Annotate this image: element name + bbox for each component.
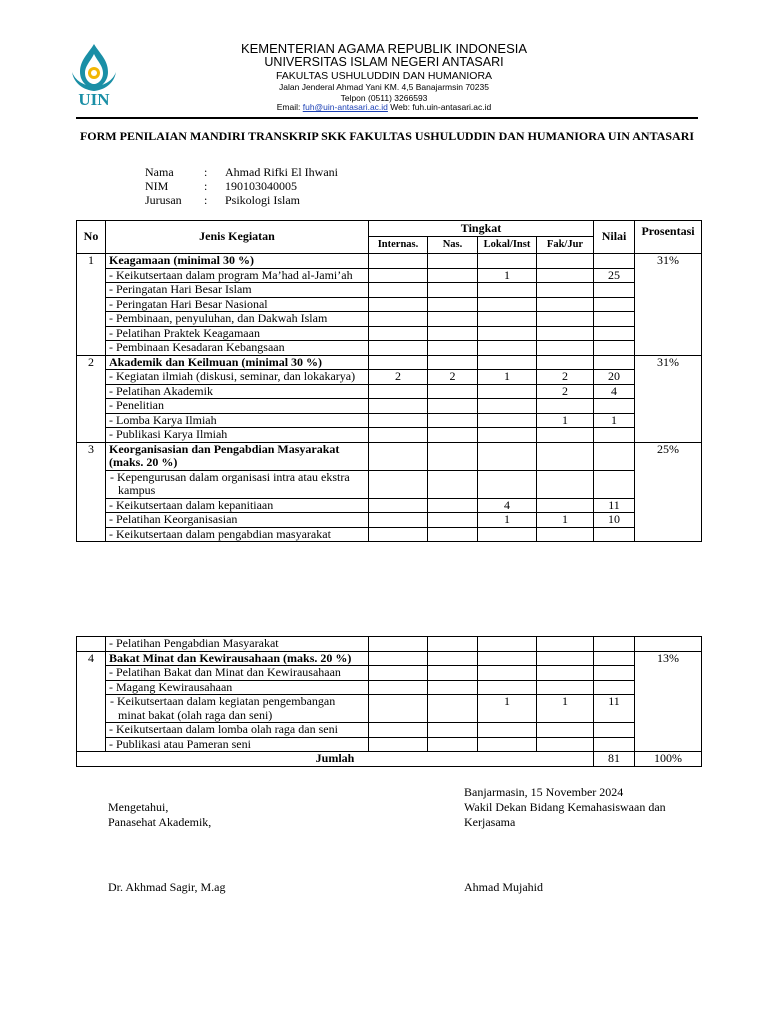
cell-lokal: 1 — [478, 268, 537, 283]
cell-nas — [428, 399, 478, 414]
cell-fak — [537, 498, 594, 513]
cell-internas — [369, 695, 428, 723]
left-signer-name: Dr. Akhmad Sagir, M.ag — [108, 880, 226, 894]
item-label: - Lomba Karya Ilmiah — [106, 413, 369, 428]
cell-internas — [369, 297, 428, 312]
item-label: - Keikutsertaan dalam kepanitiaan — [106, 498, 369, 513]
cell-fak: 1 — [537, 413, 594, 428]
right-signer-title: Wakil Dekan Bidang Kemahasiswaan dan — [464, 800, 666, 814]
table-row — [77, 680, 702, 695]
table-row — [77, 470, 702, 498]
cell-nilai — [594, 428, 635, 443]
item-label: - Keikutsertaan dalam kegiatan pengembangan minat bakat (olah raga dan seni) — [106, 695, 369, 723]
table-row — [77, 527, 702, 542]
table-row — [77, 283, 702, 298]
cell-lokal — [478, 384, 537, 399]
cell-internas — [369, 470, 428, 498]
cell-fak — [537, 680, 594, 695]
header-nilai: Nilai — [594, 221, 635, 254]
place-date: Banjarmasin, 15 November 2024 — [464, 785, 624, 799]
cell-nas — [428, 326, 478, 341]
section-row — [77, 651, 702, 666]
cell-lokal: 4 — [478, 498, 537, 513]
item-label: - Pembinaan Kesadaran Kebangsaan — [106, 341, 369, 356]
cell-nilai: 10 — [594, 513, 635, 528]
cell-internas — [369, 413, 428, 428]
header-rule — [76, 117, 698, 119]
cell-lokal — [478, 326, 537, 341]
item-label: - Keikutsertaan dalam program Ma’had al-Jami’ah — [106, 268, 369, 283]
cell-lokal — [478, 637, 537, 652]
faculty-address: Jalan Jenderal Ahmad Yani KM. 4,5 Banajarmsin 70235 — [279, 82, 489, 92]
cell-fak — [537, 341, 594, 356]
cell-nas — [428, 413, 478, 428]
header-lokal: Lokal/Inst — [478, 237, 537, 254]
identity-label: NIM — [145, 179, 169, 193]
table-row — [77, 695, 702, 723]
cell-nas — [428, 498, 478, 513]
cell-lokal — [478, 341, 537, 356]
cell-internas — [369, 498, 428, 513]
table-row — [77, 666, 702, 681]
cell-lokal: 1 — [478, 370, 537, 385]
faculty-contact — [120, 103, 648, 112]
cell-fak — [537, 637, 594, 652]
cell-fak: 2 — [537, 384, 594, 399]
table-row — [77, 723, 702, 738]
cell-fak — [537, 470, 594, 498]
section-title: Keagamaan (minimal 30 %) — [106, 254, 369, 269]
identity-colon: : — [204, 179, 208, 193]
cell-nilai: 20 — [594, 370, 635, 385]
cell-internas — [369, 737, 428, 752]
table-row — [77, 341, 702, 356]
cell-nilai — [594, 723, 635, 738]
identity-colon: : — [204, 193, 208, 207]
identity-value: Psikologi Islam — [225, 193, 301, 207]
table-row — [77, 737, 702, 752]
university-name: UNIVERSITAS ISLAM NEGERI ANTASARI — [264, 55, 504, 69]
cell-lokal — [478, 737, 537, 752]
cell-internas — [369, 513, 428, 528]
table-row — [77, 399, 702, 414]
cell-nilai — [594, 680, 635, 695]
total-nilai: 81 — [594, 752, 635, 767]
cell-nas — [428, 283, 478, 298]
item-label: - Pelatihan Akademik — [106, 384, 369, 399]
table-row — [77, 428, 702, 443]
cell-internas — [369, 283, 428, 298]
cell-lokal — [478, 283, 537, 298]
cell-fak: 1 — [537, 695, 594, 723]
cell-nas — [428, 470, 478, 498]
header-no: No — [77, 221, 106, 254]
cell-lokal — [478, 527, 537, 542]
cell-nilai: 4 — [594, 384, 635, 399]
cell-nas — [428, 428, 478, 443]
cell-fak — [537, 399, 594, 414]
item-label: - Keikutsertaan dalam lomba olah raga dan seni — [106, 723, 369, 738]
item-label: - Keikutsertaan dalam pengabdian masyarakat — [106, 527, 369, 542]
cell-nilai — [594, 666, 635, 681]
item-label: - Magang Kewirausahaan — [106, 680, 369, 695]
table-row — [77, 384, 702, 399]
section-title: Keorganisasian dan Pengabdian Masyarakat (maks. 20 %) — [106, 442, 369, 470]
cell-internas — [369, 666, 428, 681]
cell-fak — [537, 326, 594, 341]
header-fak: Fak/Jur — [537, 237, 594, 254]
cell-nas — [428, 268, 478, 283]
cell-nas — [428, 341, 478, 356]
section-title: Bakat Minat dan Kewirausahaan (maks. 20 %) — [106, 651, 369, 666]
cell-nilai: 11 — [594, 498, 635, 513]
cell-fak: 2 — [537, 370, 594, 385]
identity-colon: : — [204, 165, 208, 179]
table-row — [77, 413, 702, 428]
cell-nilai: 25 — [594, 268, 635, 283]
item-label: - Pelatihan Praktek Keagamaan — [106, 326, 369, 341]
cell-nilai — [594, 637, 635, 652]
identity-value: 190103040005 — [225, 179, 297, 193]
cell-fak — [537, 428, 594, 443]
cell-nilai — [594, 283, 635, 298]
cell-fak — [537, 283, 594, 298]
header-prosentasi: Prosentasi — [635, 221, 702, 254]
cell-nas — [428, 527, 478, 542]
section-row — [77, 442, 702, 470]
item-label: - Kepengurusan dalam organisasi intra atau ekstra kampus — [106, 470, 369, 498]
cell-fak — [537, 666, 594, 681]
cell-nilai — [594, 527, 635, 542]
left-signer-line1: Mengetahui, — [108, 800, 169, 814]
form-title: FORM PENILAIAN MANDIRI TRANSKRIP SKK FAKULTAS USHULUDDIN DAN HUMANIORA UIN ANTASARI — [79, 129, 695, 143]
cell-internas: 2 — [369, 370, 428, 385]
cell-nas — [428, 297, 478, 312]
header-nas: Nas. — [428, 237, 478, 254]
identity-value: Ahmad Rifki El Ihwani — [225, 165, 338, 179]
cell-internas — [369, 399, 428, 414]
cell-nilai: 1 — [594, 413, 635, 428]
item-label: - Pelatihan Pengabdian Masyarakat — [106, 637, 369, 652]
cell-nilai — [594, 297, 635, 312]
cell-nas — [428, 680, 478, 695]
section-percent: 31% — [635, 254, 702, 356]
cell-internas — [369, 527, 428, 542]
cell-fak — [537, 527, 594, 542]
cell-lokal — [478, 680, 537, 695]
section-title: Akademik dan Keilmuan (minimal 30 %) — [106, 355, 369, 370]
cell-lokal — [478, 723, 537, 738]
section-percent: 25% — [635, 442, 702, 542]
cell-nas — [428, 513, 478, 528]
item-label: - Penelitian — [106, 399, 369, 414]
item-label: - Pembinaan, penyuluhan, dan Dakwah Islam — [106, 312, 369, 327]
section-percent: 13% — [635, 651, 702, 752]
cell-internas — [369, 384, 428, 399]
identity-label: Nama — [145, 165, 174, 179]
email-label: Email: — [276, 102, 301, 112]
cell-nilai — [594, 399, 635, 414]
cell-fak: 1 — [537, 513, 594, 528]
cell-internas — [369, 326, 428, 341]
total-row — [77, 752, 702, 767]
table-row — [77, 297, 702, 312]
header-tingkat: Tingkat — [369, 221, 594, 237]
section-no: 1 — [77, 254, 106, 356]
cell-nilai — [594, 312, 635, 327]
cell-nilai — [594, 341, 635, 356]
cell-internas — [369, 428, 428, 443]
cell-nilai: 11 — [594, 695, 635, 723]
section-row — [77, 355, 702, 370]
assessment-table-part1 — [76, 220, 702, 542]
identity-label: Jurusan — [145, 193, 182, 207]
cell-nas — [428, 737, 478, 752]
cell-nas — [428, 637, 478, 652]
table-row — [77, 268, 702, 283]
website: Web: fuh.uin-antasari.ac.id — [390, 102, 492, 112]
section-row — [77, 254, 702, 269]
cell-nas — [428, 312, 478, 327]
table-row — [77, 370, 702, 385]
faculty-name: FAKULTAS USHULUDDIN DAN HUMANIORA — [275, 70, 493, 82]
cell-internas — [369, 680, 428, 695]
cell-internas — [369, 723, 428, 738]
table-row — [77, 637, 702, 652]
right-signer-title-cont: Kerjasama — [464, 815, 516, 829]
cell-nilai — [594, 326, 635, 341]
item-label: - Publikasi Karya Ilmiah — [106, 428, 369, 443]
table-row — [77, 312, 702, 327]
section-no: 2 — [77, 355, 106, 442]
total-label: Jumlah — [77, 752, 594, 767]
cell-nas — [428, 695, 478, 723]
cell-internas — [369, 268, 428, 283]
total-percent: 100% — [635, 752, 702, 767]
item-label: - Peringatan Hari Besar Islam — [106, 283, 369, 298]
cell-lokal — [478, 399, 537, 414]
cell-lokal — [478, 428, 537, 443]
cell-fak — [537, 723, 594, 738]
cell-lokal — [478, 297, 537, 312]
section-no: 3 — [77, 442, 106, 542]
right-signer-name: Ahmad Mujahid — [464, 880, 543, 894]
left-signer-title: Panasehat Akademik, — [108, 815, 212, 829]
cell-lokal — [478, 413, 537, 428]
section-percent: 31% — [635, 355, 702, 442]
cell-nilai — [594, 470, 635, 498]
cell-lokal — [478, 312, 537, 327]
item-label: - Pelatihan Keorganisasian — [106, 513, 369, 528]
cell-fak — [537, 737, 594, 752]
ministry-name: KEMENTERIAN AGAMA REPUBLIK INDONESIA — [240, 41, 528, 56]
item-label: - Pelatihan Bakat dan Minat dan Kewirausahaan — [106, 666, 369, 681]
item-label: - Peringatan Hari Besar Nasional — [106, 297, 369, 312]
assessment-table-part2 — [76, 636, 702, 767]
cell-internas — [369, 341, 428, 356]
item-label: - Kegiatan ilmiah (diskusi, seminar, dan lokakarya) — [106, 370, 369, 385]
cell-nas — [428, 384, 478, 399]
cell-nas: 2 — [428, 370, 478, 385]
cell-internas — [369, 312, 428, 327]
table-row — [77, 513, 702, 528]
header-jenis: Jenis Kegiatan — [106, 221, 369, 254]
item-label: - Publikasi atau Pameran seni — [106, 737, 369, 752]
table-row — [77, 498, 702, 513]
header-internas: Internas. — [369, 237, 428, 254]
section-no: 4 — [77, 651, 106, 752]
uin-logo — [66, 42, 122, 108]
cell-internas — [369, 637, 428, 652]
cell-lokal: 1 — [478, 513, 537, 528]
table-row — [77, 326, 702, 341]
cell-fak — [537, 268, 594, 283]
cell-fak — [537, 297, 594, 312]
cell-nas — [428, 723, 478, 738]
cell-nilai — [594, 737, 635, 752]
cell-lokal — [478, 666, 537, 681]
logo-text: UIN — [78, 90, 110, 108]
faculty-phone: Telpon (0511) 3266593 — [340, 93, 428, 103]
email-link[interactable]: fuh@uin-antasari.ac.id — [302, 102, 388, 112]
cell-lokal — [478, 470, 537, 498]
cell-fak — [537, 312, 594, 327]
cell-nas — [428, 666, 478, 681]
cell-lokal: 1 — [478, 695, 537, 723]
